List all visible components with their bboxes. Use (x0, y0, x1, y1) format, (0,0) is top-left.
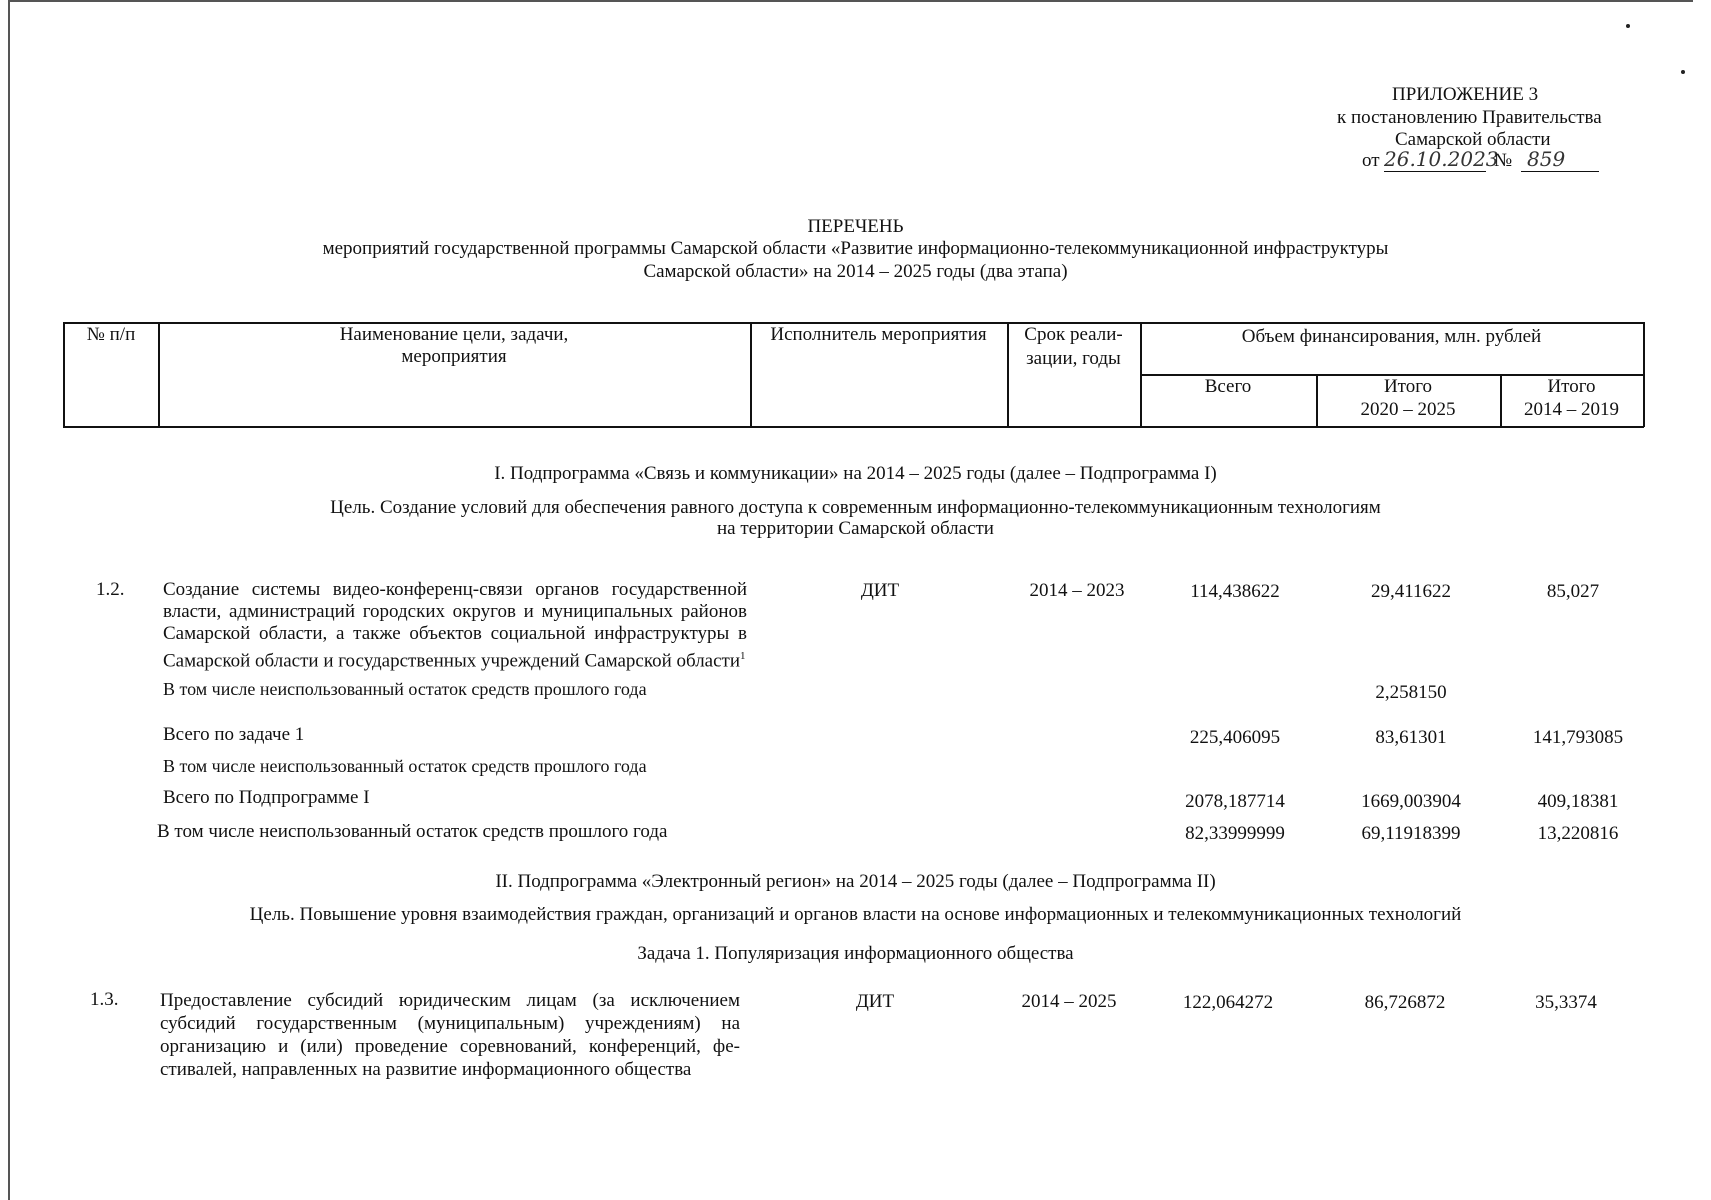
row-number: 1.2. (96, 579, 125, 600)
row-term: 2014 – 2025 (1021, 991, 1117, 1012)
footnote-marker: 1 (740, 650, 746, 662)
row-executor: ДИТ (860, 580, 900, 601)
section-1-goal-line-2: на территории Самарской области (717, 518, 994, 539)
row-term: 2014 – 2023 (1029, 580, 1125, 601)
appendix-number-prefix: № (1494, 150, 1513, 171)
row-name-text: Создание системы видео-конференц-связи органов государственной власти, администраций городских округов и муниципальных районов Самарской области, а также объектов социальной инфраструктуры в Самарской области и государственных учреждений Самарской области (163, 579, 747, 672)
row-total-2014: 409,18381 (1537, 791, 1619, 812)
appendix-title: ПРИЛОЖЕНИЕ 3 (1392, 84, 1539, 105)
heading-title: ПЕРЕЧЕНЬ (807, 216, 904, 237)
row-label: Всего по задаче 1 (163, 724, 305, 745)
row-label: В том числе неиспользованный остаток средств прошлого года (163, 679, 647, 699)
header-executor: Исполнитель мероприятия (770, 324, 987, 345)
header-name-line-2: мероприятия (401, 346, 507, 367)
row-label: Всего по Подпрограмме I (163, 787, 370, 808)
row-name-line-3: организацию и (или) проведение соревнований, конференций, фе- (160, 1036, 740, 1057)
row-total-2020: 69,11918399 (1361, 823, 1461, 844)
header-total-2014-line-2: 2014 – 2019 (1524, 399, 1619, 420)
scan-speck (1681, 70, 1685, 74)
appendix-line-1: к постановлению Правительства (1337, 107, 1602, 128)
row-total-2014: 35,3374 (1535, 992, 1597, 1013)
scan-speck (1626, 24, 1630, 28)
row-total: 225,406095 (1189, 727, 1281, 748)
scan-border-top (8, 0, 1693, 2)
appendix-line-2: Самарской области (1395, 129, 1551, 150)
section-1-title: I. Подпрограмма «Связь и коммуникации» на 2014 – 2025 годы (далее – Подпрограмма I) (494, 463, 1217, 484)
header-term-line-1: Срок реали- (1024, 324, 1123, 345)
row-total: 2078,187714 (1185, 791, 1285, 812)
row-number: 1.3. (90, 989, 119, 1010)
row-total: 114,438622 (1190, 581, 1280, 602)
header-funding: Объем финансирования, млн. рублей (1241, 326, 1542, 347)
header-total-2020-line-1: Итого (1383, 376, 1433, 397)
appendix-date: 26.10.2023 (1384, 147, 1499, 171)
header-total-2020-line-2: 2020 – 2025 (1360, 399, 1456, 420)
row-label: В том числе неиспользованный остаток средств прошлого года (163, 756, 647, 776)
header-num: № п/п (86, 324, 136, 345)
row-name-line-2: субсидий государственным (муниципальным) учреждениям) на (160, 1013, 740, 1034)
row-name (163, 579, 747, 672)
row-total-2020: 86,726872 (1364, 992, 1446, 1013)
row-total-2014: 141,793085 (1532, 727, 1624, 748)
section-1-goal-line-1: Цель. Создание условий для обеспечения равного доступа к современным информационно-телекоммуникационным технологиям (330, 497, 1381, 518)
row-total: 82,33999999 (1185, 823, 1285, 844)
header-name-line-1: Наименование цели, задачи, (339, 324, 569, 345)
row-total-2020: 83,61301 (1375, 727, 1447, 748)
section-2-title: II. Подпрограмма «Электронный регион» на 2014 – 2025 годы (далее – Подпрограмма II) (495, 871, 1216, 892)
row-total-2020: 29,411622 (1370, 581, 1452, 602)
row-total: 122,064272 (1182, 992, 1274, 1013)
section-2-task: Задача 1. Популяризация информационного общества (637, 943, 1074, 964)
row-total-2014: 85,027 (1546, 581, 1600, 602)
row-total-2020: 2,258150 (1375, 682, 1447, 703)
header-border-bottom (63, 426, 1644, 428)
heading-line-2: Самарской области» на 2014 – 2025 годы (два этапа) (643, 261, 1068, 282)
header-total: Всего (1204, 376, 1252, 397)
heading-line-1: мероприятий государственной программы Самарской области «Развитие информационно-телекоммуникационной инфраструктуры (322, 238, 1389, 259)
appendix-date-prefix: от (1362, 150, 1380, 171)
row-total-2020: 1669,003904 (1361, 791, 1461, 812)
scan-border-left (8, 0, 10, 1200)
row-total-2014: 13,220816 (1537, 823, 1619, 844)
appendix-number: 859 (1521, 148, 1599, 172)
header-term-line-2: зации, годы (1026, 348, 1121, 369)
row-executor: ДИТ (855, 991, 895, 1012)
section-2-goal: Цель. Повышение уровня взаимодействия граждан, организаций и органов власти на основе информационных и телекоммуникационных технологий (249, 904, 1462, 925)
header-total-2014-line-1: Итого (1547, 376, 1596, 397)
row-name-line-4: стивалей, направленных на развитие информационного общества (160, 1059, 692, 1080)
row-name-line-1: Предоставление субсидий юридическим лицам (за исключением (160, 990, 740, 1011)
row-name (160, 989, 740, 1081)
header-border-right (1643, 322, 1645, 427)
row-label: В том числе неиспользованный остаток средств прошлого года (157, 821, 668, 842)
